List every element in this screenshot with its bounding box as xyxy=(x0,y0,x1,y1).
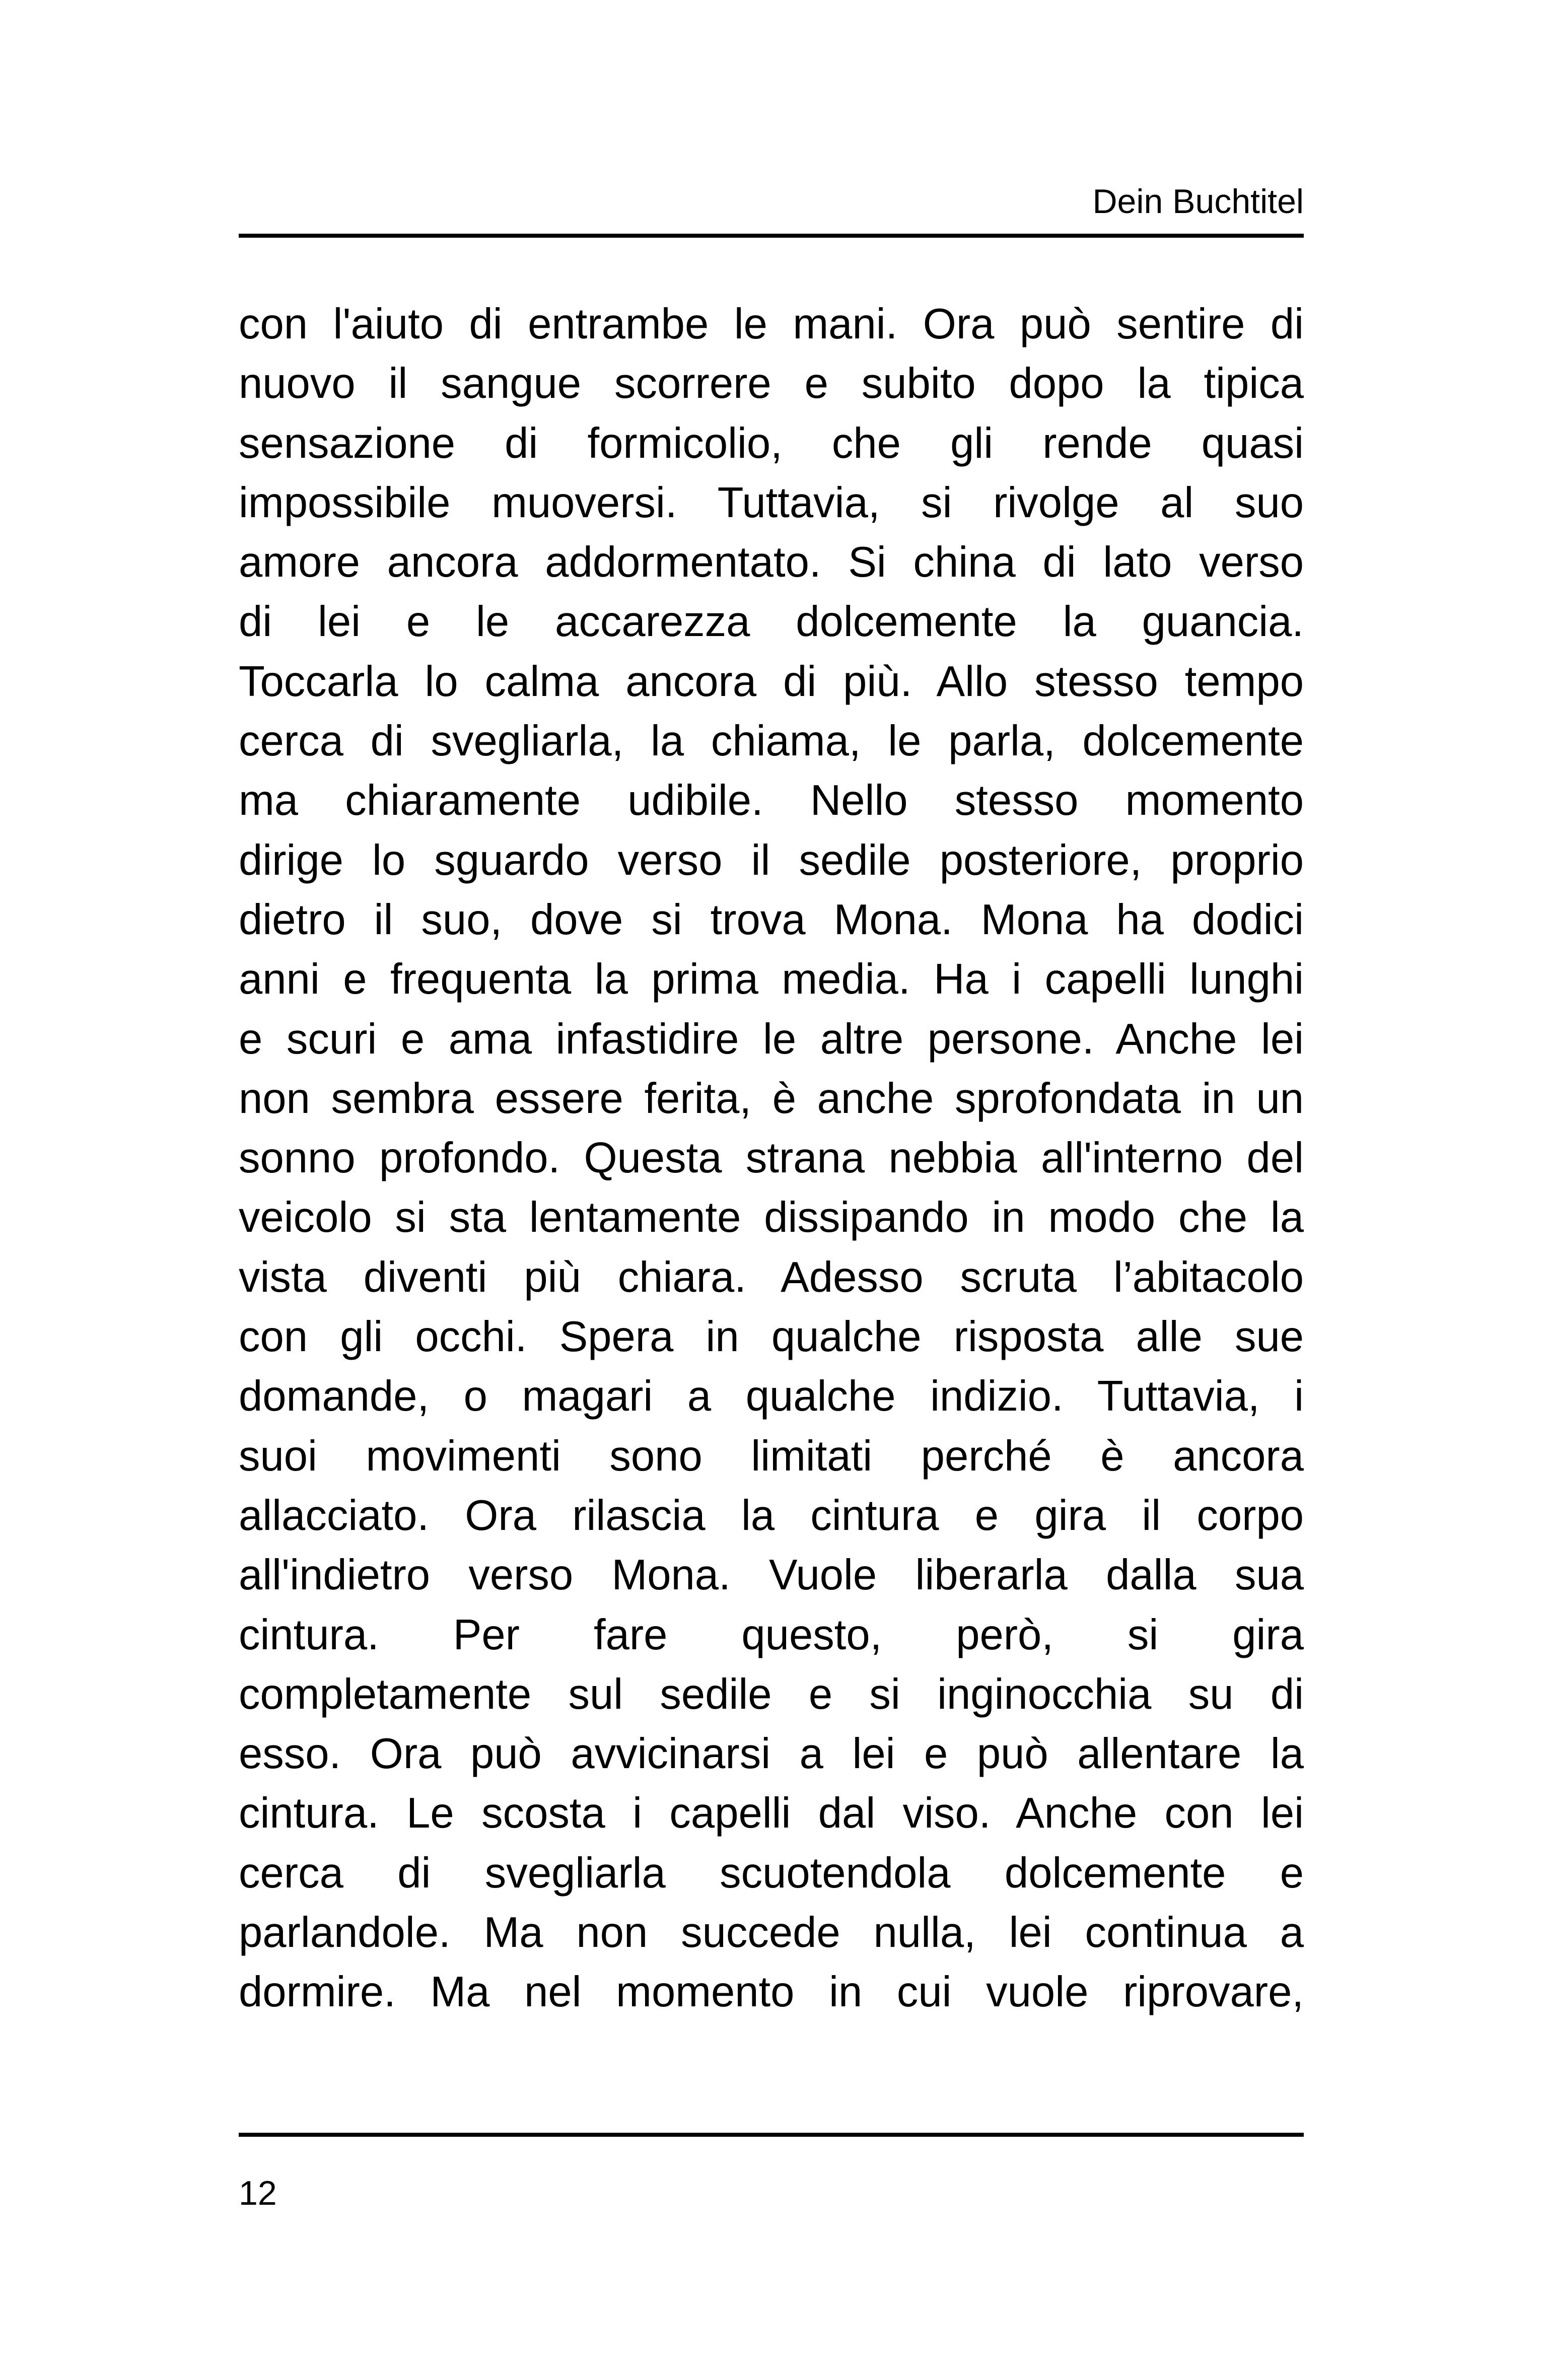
text-line: dietro il suo, dove si trova Mona. Mona ha dodici xyxy=(239,895,1304,944)
text-line: di lei e le accarezza dolcemente la guancia. xyxy=(239,598,1304,646)
text-line: impossibile muoversi. Tuttavia, si rivolge al suo xyxy=(239,478,1304,527)
text-line: dirige lo sguardo verso il sedile posteriore, proprio xyxy=(239,836,1304,884)
text-line: amore ancora addormentato. Si china di lato verso xyxy=(239,538,1304,587)
text-line: cintura. Per fare questo, però, si gira xyxy=(239,1611,1304,1659)
text-line: sensazione di formicolio, che gli rende quasi xyxy=(239,419,1304,467)
text-line: domande, o magari a qualche indizio. Tuttavia, i xyxy=(239,1372,1304,1421)
text-line: cintura. Le scosta i capelli dal viso. Anche con lei xyxy=(239,1789,1304,1838)
text-line: parlandole. Ma non succede nulla, lei continua a xyxy=(239,1909,1304,1957)
text-line: con l'aiuto di entrambe le mani. Ora può sentire di xyxy=(239,300,1304,348)
text-line: vista diventi più chiara. Adesso scruta l’abitacolo xyxy=(239,1253,1304,1301)
header-rule xyxy=(239,234,1304,238)
text-line: suoi movimenti sono limitati perché è ancora xyxy=(239,1432,1304,1480)
text-line: dormire. Ma nel momento in cui vuole riprovare, xyxy=(239,1968,1304,2016)
page-number: 12 xyxy=(239,2174,277,2212)
text-line: con gli occhi. Spera in qualche risposta alle sue xyxy=(239,1313,1304,1361)
text-line: ma chiaramente udibile. Nello stesso momento xyxy=(239,777,1304,825)
text-line: esso. Ora può avvicinarsi a lei e può allentare la xyxy=(239,1730,1304,1778)
text-line: non sembra essere ferita, è anche sprofondata in un xyxy=(239,1074,1304,1123)
text-line: cerca di svegliarla, la chiama, le parla, dolcemente xyxy=(239,717,1304,765)
text-line: cerca di svegliarla scuotendola dolcemente e xyxy=(239,1849,1304,1897)
text-line: all'indietro verso Mona. Vuole liberarla dalla sua xyxy=(239,1551,1304,1599)
text-line: Toccarla lo calma ancora di più. Allo stesso tempo xyxy=(239,657,1304,706)
footer-rule xyxy=(239,2133,1304,2137)
text-line: sonno profondo. Questa strana nebbia all'interno del xyxy=(239,1134,1304,1182)
text-line: e scuri e ama infastidire le altre persone. Anche lei xyxy=(239,1015,1304,1063)
text-line: allacciato. Ora rilascia la cintura e gira il corpo xyxy=(239,1491,1304,1539)
body-text xyxy=(239,295,1304,2022)
running-header-title: Dein Buchtitel xyxy=(1092,182,1304,221)
text-line: veicolo si sta lentamente dissipando in modo che la xyxy=(239,1194,1304,1242)
text-line: completamente sul sedile e si inginocchia su di xyxy=(239,1670,1304,1718)
text-line: nuovo il sangue scorrere e subito dopo la tipica xyxy=(239,360,1304,408)
text-line: anni e frequenta la prima media. Ha i capelli lunghi xyxy=(239,955,1304,1004)
